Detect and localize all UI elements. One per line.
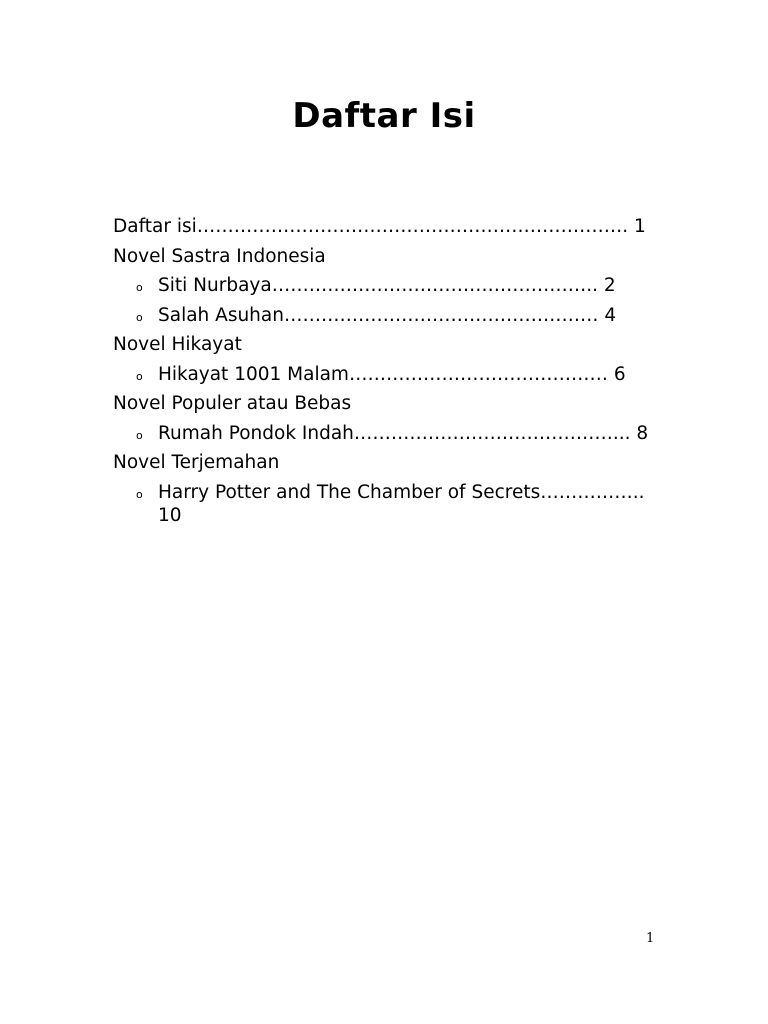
toc-entry-label: Siti Nurbaya…………………………………………….. 2 <box>158 275 616 296</box>
toc-entry-label: Rumah Pondok Indah……………………………………... 8 <box>158 422 649 444</box>
toc-entry-label: Hikayat 1001 Malam…………………………………… 6 <box>158 363 626 385</box>
page-number: 1 <box>646 931 655 946</box>
bullet-icon: o <box>136 487 143 501</box>
bullet-icon: o <box>136 369 143 383</box>
toc-entry-siti-nurbaya[interactable] <box>113 274 658 298</box>
bullet-icon: o <box>136 281 143 294</box>
toc-entry-daftar-isi[interactable]: Daftar isi……………………………………………………………. 1 <box>113 216 646 237</box>
table-of-contents <box>113 212 673 534</box>
toc-entry-label: Salah Asuhan…………………………………………… 4 <box>158 304 617 326</box>
toc-heading-novel-terjemahan: Novel Terjemahan <box>113 452 280 473</box>
toc-heading-novel-hikayat: Novel Hikayat <box>113 334 242 355</box>
bullet-icon: o <box>136 310 143 324</box>
toc-entry-salah-asuhan[interactable] <box>113 304 658 328</box>
toc-entry-rumah-pondok-indah[interactable] <box>113 422 658 446</box>
bullet-icon: o <box>136 428 143 442</box>
toc-entry-harry-potter[interactable] <box>113 481 658 528</box>
toc-entry-label: Harry Potter and The Chamber of Secrets…………….. 10 <box>158 481 645 526</box>
toc-heading-novel-populer: Novel Populer atau Bebas <box>113 393 352 414</box>
page-title: Daftar Isi <box>292 96 476 136</box>
toc-entry-hikayat-1001-malam[interactable] <box>113 363 658 387</box>
toc-heading-novel-sastra-indonesia: Novel Sastra Indonesia <box>113 245 326 267</box>
